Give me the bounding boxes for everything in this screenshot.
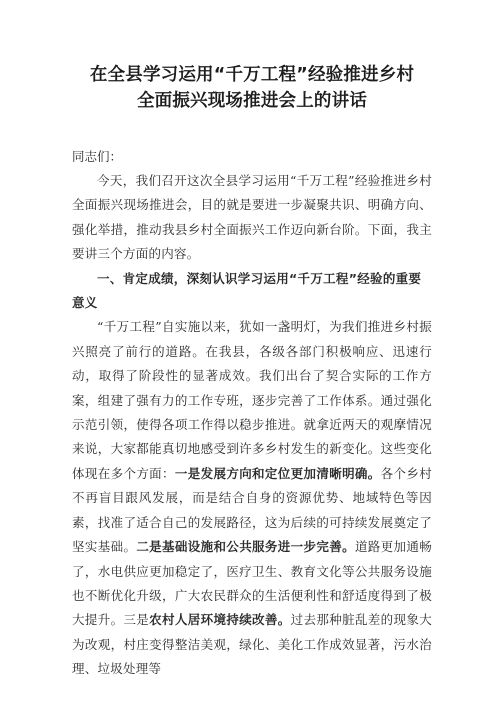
intro-paragraph: 今天，我们召开这次全县学习运用“千万工程”经验推进乡村全面振兴现场推进会，目的就是要进一步凝聚共识、明确方向、强化举措，推动我县乡村全面振兴工作迈向新台阶。下面，我主要讲三个方面的内容。 (72, 173, 432, 262)
point-2-bold: 二是基础设施和公共服务进一步完善。 (136, 539, 355, 555)
page-title (72, 62, 432, 114)
title-line-2: 全面振兴现场推进会上的讲话 (136, 91, 368, 111)
section-1-paragraph (72, 315, 432, 681)
point-2-text: 道路更加通畅了，水电供应更加稳定了，医疗卫生、教育文化等公共服务设施也不断优化升级，广大农民群众的生活便利性和舒适度得到了极大提升。三是 (72, 539, 432, 628)
point-3-bold: 农村人居环境持续改善。 (149, 612, 291, 628)
greeting: 同志们： (72, 149, 123, 164)
point-1-text: 各个乡村不再盲目跟风发展，而是结合自身的资源优势、地域特色等因素，找准了适合自己的发展路径，这为后续的可持续发展奠定了坚实基础。 (72, 465, 432, 555)
section-1-text: “千万工程”自实施以来，犹如一盏明灯，为我们推进乡村振兴照亮了前行的道路。在我县，各级各部门积极响应、迅速行动，取得了阶段性的显著成效。我们出台了契合实际的工作方案，组建了强有力的工作专班，逐步完善了工作体系。通过强化示范引领，使得各项工作得以稳步推进。就拿近两天的观摩情况来说，大家都能真切地感受到许多乡村发生的新变化。这些变化体现在多个方面： (72, 319, 432, 481)
title-line-1: 在全县学习运用“千万工程”经验推进乡村 (89, 65, 415, 85)
point-3-text: 过去那种脏乱差的现象大为改观，村庄变得整洁美观，绿化、美化工作成效显著，污水治理、垃圾处理等 (72, 612, 432, 677)
section-1-heading: 一、肯定成绩，深刻认识学习运用“千万工程”经验的重要意义 (72, 270, 422, 311)
point-1-bold: 一是发展方向和定位更加清晰明确。 (174, 465, 381, 481)
